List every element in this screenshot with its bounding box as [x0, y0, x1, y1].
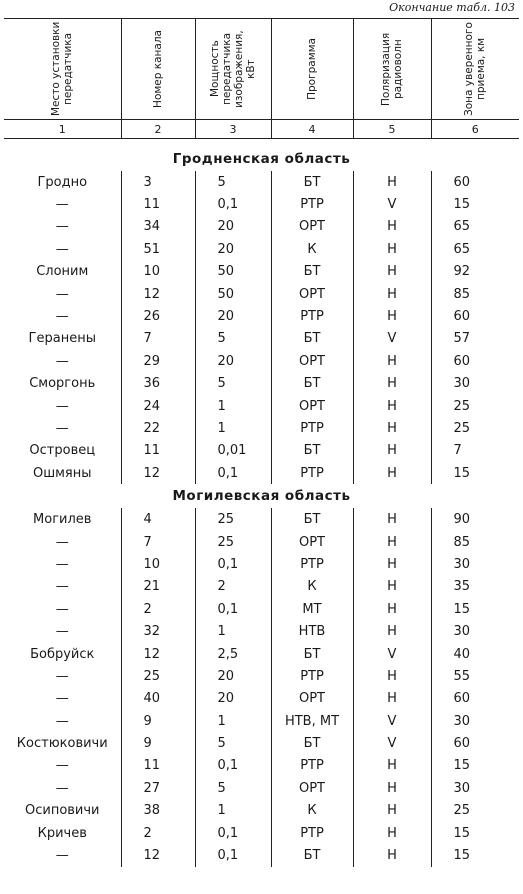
cell-polarization: Н	[353, 440, 431, 462]
table-row	[4, 417, 519, 439]
column-numbers-row	[4, 120, 519, 139]
cell-location: —	[55, 713, 69, 729]
table-row	[4, 732, 519, 754]
header-polarization: Поляризация радиоволн	[353, 19, 431, 120]
cell-program: ОРТ	[271, 395, 353, 417]
cell-power: 20	[195, 688, 271, 710]
cell-location: —	[55, 780, 69, 796]
cell-program: ОРТ	[271, 216, 353, 238]
cell-polarization: Н	[353, 238, 431, 260]
table-row	[4, 576, 519, 598]
cell-zone: 92	[431, 261, 519, 283]
region-heading: Гродненская область	[172, 151, 351, 167]
table-row	[4, 305, 519, 327]
cell-zone: 15	[431, 755, 519, 777]
table-row	[4, 395, 519, 417]
table-row	[4, 710, 519, 732]
cell-zone: 35	[431, 576, 519, 598]
cell-power: 5	[195, 777, 271, 799]
column-number: 4	[271, 120, 353, 139]
cell-zone: 60	[431, 732, 519, 754]
cell-zone: 60	[431, 688, 519, 710]
cell-power: 0,1	[195, 553, 271, 575]
cell-channel: 12	[121, 283, 195, 305]
cell-polarization: Н	[353, 620, 431, 642]
cell-polarization: Н	[353, 665, 431, 687]
cell-channel: 9	[121, 710, 195, 732]
cell-zone: 15	[431, 844, 519, 866]
table-row	[4, 216, 519, 238]
column-number: 5	[353, 120, 431, 139]
cell-polarization: Н	[353, 844, 431, 866]
cell-channel: 24	[121, 395, 195, 417]
cell-polarization: Н	[353, 598, 431, 620]
cell-channel: 2	[121, 598, 195, 620]
cell-program: БТ	[271, 440, 353, 462]
cell-program: БТ	[271, 171, 353, 193]
cell-location: —	[55, 556, 69, 572]
cell-zone: 60	[431, 305, 519, 327]
cell-polarization: V	[353, 193, 431, 215]
table-row	[4, 777, 519, 799]
cell-channel: 22	[121, 417, 195, 439]
cell-power: 5	[195, 328, 271, 350]
cell-power: 0,01	[195, 440, 271, 462]
header-channel: Номер канала	[121, 19, 195, 120]
cell-location: —	[55, 309, 69, 325]
cell-polarization: Н	[353, 531, 431, 553]
cell-polarization: Н	[353, 283, 431, 305]
cell-location: —	[55, 353, 69, 369]
cell-location: —	[55, 241, 69, 257]
cell-channel: 12	[121, 462, 195, 484]
cell-channel: 25	[121, 665, 195, 687]
table-row	[4, 238, 519, 260]
cell-zone: 15	[431, 598, 519, 620]
cell-power: 1	[195, 395, 271, 417]
table-row	[4, 171, 519, 193]
table-row	[4, 643, 519, 665]
cell-zone: 30	[431, 710, 519, 732]
cell-location: —	[55, 758, 69, 774]
spacer-cell	[4, 139, 519, 148]
column-number: 6	[431, 120, 519, 139]
cell-power: 0,1	[195, 844, 271, 866]
cell-polarization: Н	[353, 350, 431, 372]
cell-program: БТ	[271, 373, 353, 395]
cell-power: 20	[195, 665, 271, 687]
cell-location: Ошмяны	[32, 465, 92, 481]
cell-program: БТ	[271, 844, 353, 866]
cell-power: 1	[195, 800, 271, 822]
cell-program: РТР	[271, 553, 353, 575]
cell-location: Гродно	[37, 174, 88, 190]
cell-program: ОРТ	[271, 688, 353, 710]
table-row	[4, 844, 519, 866]
cell-program: РТР	[271, 417, 353, 439]
cell-location: Костюковичи	[16, 736, 108, 752]
cell-polarization: Н	[353, 216, 431, 238]
cell-channel: 36	[121, 373, 195, 395]
cell-zone: 15	[431, 193, 519, 215]
cell-program: БТ	[271, 732, 353, 754]
header-program: Программа	[271, 19, 353, 120]
cell-polarization: V	[353, 710, 431, 732]
cell-channel: 11	[121, 193, 195, 215]
cell-zone: 7	[431, 440, 519, 462]
header-zone: Зона уверенного приема, км	[431, 19, 519, 120]
cell-location: —	[55, 219, 69, 235]
table-row	[4, 328, 519, 350]
cell-zone: 85	[431, 531, 519, 553]
cell-location: —	[55, 286, 69, 302]
cell-zone: 30	[431, 777, 519, 799]
cell-polarization: Н	[353, 553, 431, 575]
cell-power: 0,1	[195, 598, 271, 620]
cell-power: 5	[195, 373, 271, 395]
cell-power: 2,5	[195, 643, 271, 665]
cell-program: ОРТ	[271, 283, 353, 305]
cell-power: 20	[195, 350, 271, 372]
table-caption: Окончание табл. 103	[389, 1, 515, 14]
cell-channel: 9	[121, 732, 195, 754]
cell-zone: 60	[431, 171, 519, 193]
spacer-row	[4, 139, 519, 148]
cell-power: 20	[195, 305, 271, 327]
cell-program: К	[271, 800, 353, 822]
table-body	[4, 139, 519, 867]
cell-polarization: Н	[353, 508, 431, 530]
table-row	[4, 531, 519, 553]
cell-polarization: Н	[353, 576, 431, 598]
cell-zone: 55	[431, 665, 519, 687]
cell-location: —	[55, 668, 69, 684]
cell-channel: 12	[121, 643, 195, 665]
cell-polarization: V	[353, 732, 431, 754]
cell-power: 0,1	[195, 462, 271, 484]
cell-polarization: Н	[353, 777, 431, 799]
cell-channel: 10	[121, 261, 195, 283]
cell-channel: 12	[121, 844, 195, 866]
cell-program: РТР	[271, 822, 353, 844]
cell-location: —	[55, 691, 69, 707]
table-row	[4, 800, 519, 822]
region-heading-row	[4, 147, 519, 171]
cell-program: К	[271, 238, 353, 260]
header-location: Место установки передатчика	[4, 19, 121, 120]
table-row	[4, 283, 519, 305]
cell-channel: 34	[121, 216, 195, 238]
cell-channel: 26	[121, 305, 195, 327]
cell-program: БТ	[271, 643, 353, 665]
cell-program: РТР	[271, 193, 353, 215]
header-power: Мощность передатчика изображения, кВт	[195, 19, 271, 120]
cell-channel: 2	[121, 822, 195, 844]
cell-location: —	[55, 624, 69, 640]
cell-channel: 3	[121, 171, 195, 193]
cell-zone: 30	[431, 553, 519, 575]
cell-zone: 40	[431, 643, 519, 665]
table-row	[4, 261, 519, 283]
cell-power: 0,1	[195, 193, 271, 215]
cell-location: —	[55, 848, 69, 864]
cell-channel: 27	[121, 777, 195, 799]
cell-channel: 11	[121, 440, 195, 462]
cell-polarization: Н	[353, 261, 431, 283]
table-row	[4, 350, 519, 372]
cell-polarization: Н	[353, 755, 431, 777]
cell-zone: 15	[431, 462, 519, 484]
cell-zone: 65	[431, 238, 519, 260]
cell-power: 1	[195, 417, 271, 439]
cell-zone: 30	[431, 620, 519, 642]
cell-program: РТР	[271, 305, 353, 327]
cell-location: Геранены	[28, 331, 96, 347]
cell-power: 20	[195, 238, 271, 260]
cell-location: Бобруйск	[30, 646, 95, 662]
cell-power: 5	[195, 171, 271, 193]
cell-channel: 7	[121, 531, 195, 553]
cell-channel: 11	[121, 755, 195, 777]
table-row	[4, 620, 519, 642]
cell-zone: 85	[431, 283, 519, 305]
cell-polarization: V	[353, 328, 431, 350]
column-number: 3	[195, 120, 271, 139]
cell-polarization: Н	[353, 800, 431, 822]
cell-polarization: Н	[353, 462, 431, 484]
cell-location: Осиповичи	[24, 803, 100, 819]
cell-program: РТР	[271, 755, 353, 777]
table-row	[4, 665, 519, 687]
cell-program: РТР	[271, 462, 353, 484]
cell-channel: 29	[121, 350, 195, 372]
cell-program: РТР	[271, 665, 353, 687]
cell-channel: 40	[121, 688, 195, 710]
table-row	[4, 462, 519, 484]
cell-program: ОРТ	[271, 777, 353, 799]
cell-program: К	[271, 576, 353, 598]
cell-location: Кричев	[37, 825, 87, 841]
cell-polarization: Н	[353, 417, 431, 439]
cell-power: 50	[195, 283, 271, 305]
cell-program: БТ	[271, 261, 353, 283]
cell-zone: 65	[431, 216, 519, 238]
cell-channel: 21	[121, 576, 195, 598]
cell-polarization: V	[353, 643, 431, 665]
cell-power: 25	[195, 508, 271, 530]
cell-program: НТВ	[271, 620, 353, 642]
table-row	[4, 440, 519, 462]
cell-polarization: Н	[353, 171, 431, 193]
cell-power: 5	[195, 732, 271, 754]
cell-power: 50	[195, 261, 271, 283]
region-heading-row	[4, 484, 519, 508]
table-row	[4, 688, 519, 710]
cell-polarization: Н	[353, 395, 431, 417]
cell-polarization: Н	[353, 305, 431, 327]
cell-location: —	[55, 601, 69, 617]
table-row	[4, 373, 519, 395]
table-row	[4, 193, 519, 215]
cell-polarization: Н	[353, 373, 431, 395]
cell-power: 0,1	[195, 822, 271, 844]
cell-channel: 7	[121, 328, 195, 350]
column-number: 1	[4, 120, 121, 139]
channels-table	[4, 18, 519, 867]
cell-channel: 10	[121, 553, 195, 575]
cell-location: —	[55, 398, 69, 414]
cell-program: БТ	[271, 328, 353, 350]
cell-power: 2	[195, 576, 271, 598]
cell-location: —	[55, 197, 69, 213]
cell-location: Слоним	[36, 264, 89, 280]
cell-zone: 30	[431, 373, 519, 395]
cell-power: 0,1	[195, 755, 271, 777]
cell-program: ОРТ	[271, 531, 353, 553]
cell-location: —	[55, 534, 69, 550]
header-row	[4, 19, 519, 120]
cell-location: —	[55, 420, 69, 436]
cell-zone: 15	[431, 822, 519, 844]
cell-program: МТ	[271, 598, 353, 620]
cell-zone: 25	[431, 417, 519, 439]
cell-power: 20	[195, 216, 271, 238]
cell-channel: 4	[121, 508, 195, 530]
table-row	[4, 822, 519, 844]
cell-zone: 60	[431, 350, 519, 372]
cell-program: ОРТ	[271, 350, 353, 372]
cell-location: Сморгонь	[29, 376, 96, 392]
table-row	[4, 755, 519, 777]
cell-zone: 25	[431, 395, 519, 417]
cell-zone: 25	[431, 800, 519, 822]
cell-program: НТВ, МТ	[271, 710, 353, 732]
table-row	[4, 553, 519, 575]
cell-polarization: Н	[353, 822, 431, 844]
cell-zone: 57	[431, 328, 519, 350]
cell-polarization: Н	[353, 688, 431, 710]
region-heading: Могилевская область	[172, 488, 351, 505]
cell-power: 25	[195, 531, 271, 553]
cell-location: Островец	[29, 443, 96, 459]
cell-location: —	[55, 579, 69, 595]
cell-channel: 51	[121, 238, 195, 260]
cell-power: 1	[195, 710, 271, 732]
cell-program: БТ	[271, 508, 353, 530]
cell-zone: 90	[431, 508, 519, 530]
cell-power: 1	[195, 620, 271, 642]
column-number: 2	[121, 120, 195, 139]
table-row	[4, 598, 519, 620]
cell-channel: 38	[121, 800, 195, 822]
cell-location: Могилев	[33, 512, 92, 528]
table-row	[4, 508, 519, 530]
cell-channel: 32	[121, 620, 195, 642]
